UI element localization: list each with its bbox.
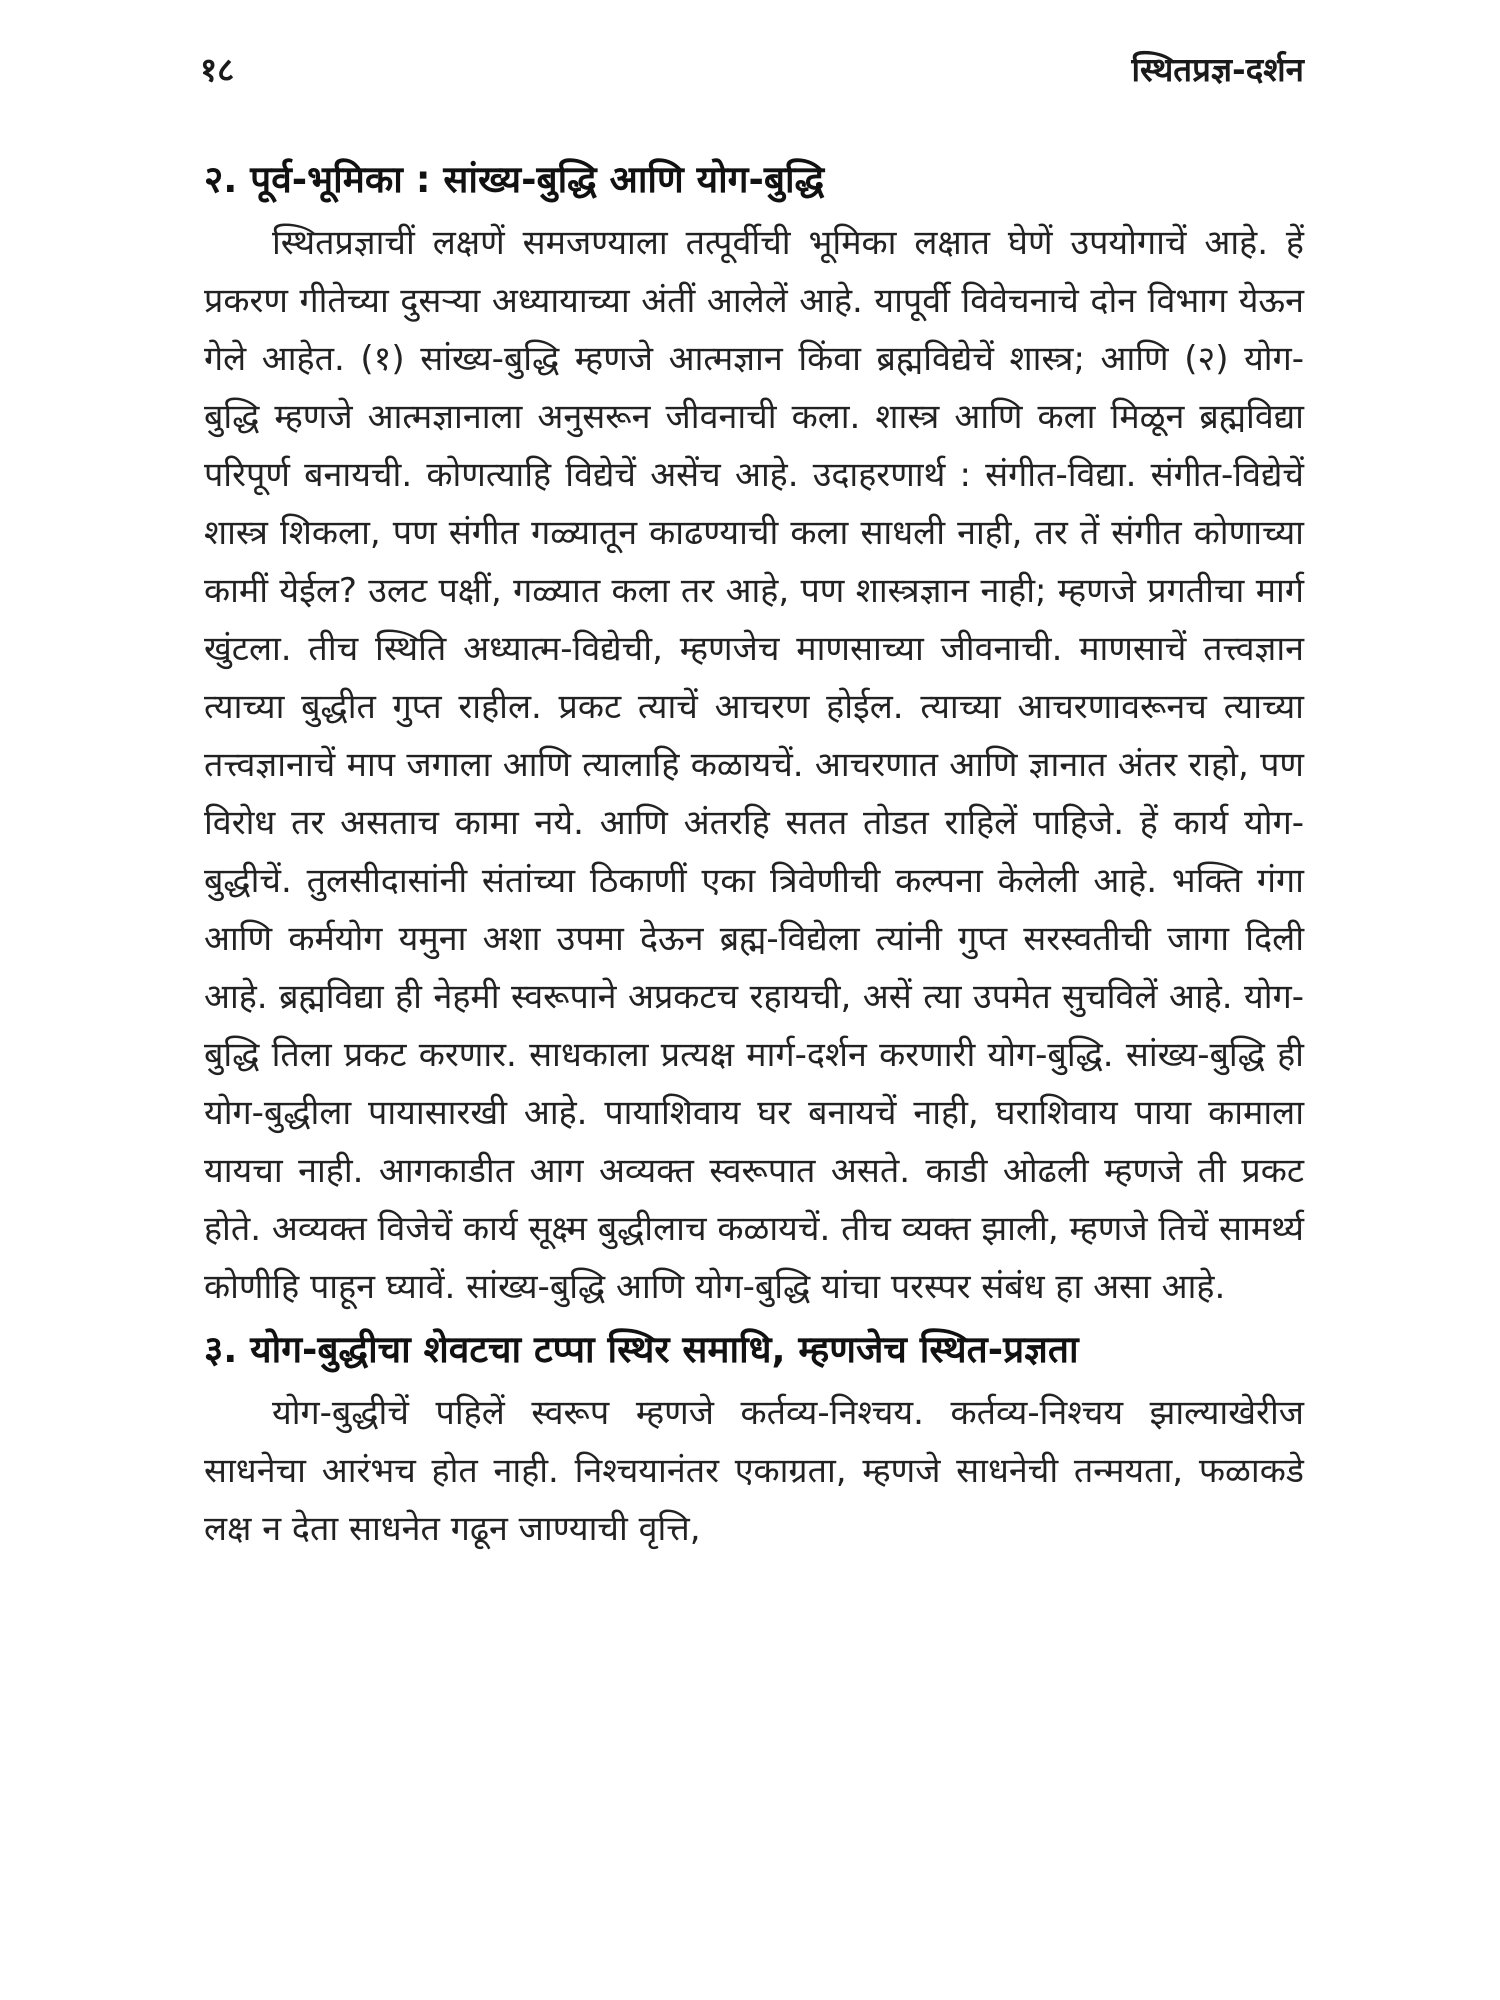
section-3-paragraph: योग-बुद्धीचें पहिलें स्वरूप म्हणजे कर्तव्य-निश्चय. कर्तव्य-निश्चय झाल्याखेरीज साधनेचा आरंभच होत नाही. निश्चयानंतर एकाग्रता, म्हणजे साधनेची तन्मयता, फळाकडे लक्ष न देता साधनेत गढून जाण्याची वृत्ति,	[204, 1393, 1304, 1549]
section-2-title: २. पूर्व-भूमिका : सांख्य-बुद्धि आणि योग-बुद्धि	[204, 158, 825, 201]
page-body	[204, 150, 1304, 1558]
page-header	[200, 38, 1304, 98]
page-number: १८	[200, 49, 235, 89]
section-2-paragraph: स्थितप्रज्ञाचीं लक्षणें समजण्याला तत्पूर्वीची भूमिका लक्षात घेणें उपयोगाचें आहे. हें प्रकरण गीतेच्या दुसऱ्या अध्यायाच्या अंतीं आलेलें आहे. यापूर्वी विवेचनाचे दोन विभाग येऊन गेले आहेत. (१) सांख्य-बुद्धि म्हणजे आत्मज्ञान किंवा ब्रह्मविद्येचें शास्त्र; आणि (२) योग-बुद्धि म्हणजे आत्मज्ञानाला अनुसरून जीवनाची कला. शास्त्र आणि कला मिळून ब्रह्मविद्या परिपूर्ण बनायची. कोणत्याहि विद्येचें असेंच आहे. उदाहरणार्थ : संगीत-विद्या. संगीत-विद्येचें शास्त्र शिकला, पण संगीत गळ्यातून काढण्याची कला साधली नाही, तर तें संगीत कोणाच्या कामीं येईल? उलट पक्षीं, गळ्यात कला तर आहे, पण शास्त्रज्ञान नाही; म्हणजे प्रगतीचा मार्ग खुंटला. तीच स्थिति अध्यात्म-विद्येची, म्हणजेच माणसाच्या जीवनाची. माणसाचें तत्त्वज्ञान त्याच्या बुद्धीत गुप्त राहील. प्रकट त्याचें आचरण होईल. त्याच्या आचरणावरूनच त्याच्या तत्त्वज्ञानाचें माप जगाला आणि त्यालाहि कळायचें. आचरणात आणि ज्ञानात अंतर राहो, पण विरोध तर असताच कामा नये. आणि अंतरहि सतत तोडत राहिलें पाहिजे. हें कार्य योग-बुद्धीचें. तुलसीदासांनी संतांच्या ठिकाणीं एका त्रिवेणीची कल्पना केलेली आहे. भक्ति गंगा आणि कर्मयोग यमुना अशा उपमा देऊन ब्रह्म-विद्येला त्यांनी गुप्त सरस्वतीची जागा दिली आहे. ब्रह्मविद्या ही नेहमी स्वरूपाने अप्रकटच रहायची, असें त्या उपमेत सुचविलें आहे. योग-बुद्धि तिला प्रकट करणार. साधकाला प्रत्यक्ष मार्ग-दर्शन करणारी योग-बुद्धि. सांख्य-बुद्धि ही योग-बुद्धीला पायासारखी आहे. पायाशिवाय घर बनायचें नाही, घराशिवाय पाया कामाला यायचा नाही. आगकाडीत आग अव्यक्त स्वरूपात असते. काडी ओढली म्हणजे ती प्रकट होते. अव्यक्त विजेचें कार्य सूक्ष्म बुद्धीलाच कळायचें. तीच व्यक्त झाली, म्हणजे तिचें सामर्थ्य कोणीहि पाहून घ्यावें. सांख्य-बुद्धि आणि योग-बुद्धि यांचा परस्पर संबंध हा असा आहे.	[204, 223, 1304, 1307]
running-title: स्थितप्रज्ञ-दर्शन	[1131, 49, 1304, 89]
section-3-title: ३. योग-बुद्धीचा शेवटचा टप्पा स्थिर समाधि, म्हणजेच स्थित-प्रज्ञता	[204, 1328, 1079, 1371]
